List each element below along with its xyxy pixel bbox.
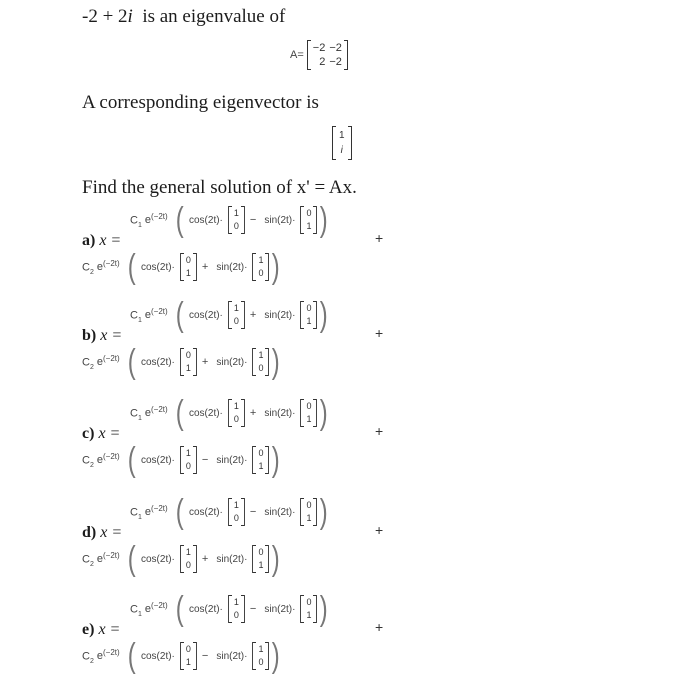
constant: C (82, 356, 90, 369)
operator: − (201, 650, 209, 662)
open-paren: ( (127, 248, 136, 286)
solution-term-1 (130, 201, 330, 239)
exp-power: (−2t) (102, 353, 120, 363)
close-paren: ) (272, 343, 281, 381)
vector-entry: 0 (185, 461, 191, 471)
coefficient (82, 259, 120, 276)
eigenvector-entry: i (340, 145, 343, 156)
eigenvalue-statement (82, 6, 285, 28)
operator: + (201, 261, 209, 273)
coefficient (130, 601, 168, 618)
vector-entry: 0 (306, 208, 312, 218)
vector-entry: 0 (185, 350, 191, 360)
sin-term: sin(2t)· (216, 261, 248, 273)
vector-entry: 1 (185, 268, 191, 278)
solution-term-2 (82, 343, 282, 381)
exp-base: e (144, 214, 151, 227)
open-paren: ( (127, 441, 136, 479)
vector-entry: 1 (185, 363, 191, 373)
open-paren: ( (127, 343, 136, 381)
solution-term-1 (130, 590, 330, 628)
vector-entry: 1 (233, 597, 239, 607)
cos-term: cos(2t)· (140, 261, 175, 273)
open-paren: ( (175, 493, 184, 531)
operator: − (249, 603, 257, 615)
exp-power: (−2t) (150, 600, 168, 610)
option-label (82, 524, 122, 542)
eigenvector (332, 126, 352, 165)
vector-entry: 1 (306, 221, 312, 231)
exp-power: (−2t) (150, 306, 168, 316)
exp-base: e (144, 309, 151, 322)
exp-base: e (144, 603, 151, 616)
exp-power: (−2t) (150, 211, 168, 221)
open-paren: ( (175, 201, 184, 239)
vector-entry: 0 (306, 303, 312, 313)
vector-entry: 0 (306, 597, 312, 607)
exp-power: (−2t) (102, 647, 120, 657)
vector-entry: 1 (258, 560, 264, 570)
option-letter: a) (82, 232, 96, 249)
vector-entry: 1 (306, 414, 312, 424)
solution-term-1 (130, 394, 330, 432)
operator: − (201, 454, 209, 466)
constant-subscript: 2 (89, 363, 94, 371)
constant-subscript: 1 (137, 610, 142, 618)
option-label (82, 621, 120, 639)
basis-vector (300, 498, 317, 526)
exp-base: e (96, 650, 103, 663)
sin-term: sin(2t)· (216, 650, 248, 662)
close-paren: ) (272, 540, 281, 578)
exp-base: e (96, 261, 103, 274)
vector-entry: 0 (185, 644, 191, 654)
vector-entry: 1 (258, 461, 264, 471)
option-letter: b) (82, 327, 97, 344)
option-label (82, 232, 121, 250)
coefficient (82, 551, 120, 568)
sin-term: sin(2t)· (264, 309, 296, 321)
matrix-label: A= (290, 49, 304, 61)
vector-entry: 0 (306, 500, 312, 510)
trailing-plus: + (375, 423, 384, 439)
basis-vector (300, 595, 317, 623)
constant: C (130, 214, 138, 227)
solution-term-1 (130, 296, 330, 334)
vector-entry: 0 (258, 363, 264, 373)
close-paren: ) (320, 493, 329, 531)
solution-term-2 (82, 540, 282, 578)
constant-subscript: 1 (137, 316, 142, 324)
coefficient (130, 504, 168, 521)
exp-power: (−2t) (102, 258, 120, 268)
constant-subscript: 2 (89, 657, 94, 665)
close-paren: ) (272, 441, 281, 479)
solution-term-2 (82, 637, 282, 675)
constant-subscript: 2 (89, 560, 94, 568)
eigenvalue-imag-unit: i (127, 6, 133, 27)
option-label (82, 327, 122, 345)
vector-entry: 0 (258, 657, 264, 667)
coefficient (82, 452, 120, 469)
cos-term: cos(2t)· (140, 650, 175, 662)
operator: + (249, 407, 257, 419)
vector-entry: 1 (185, 657, 191, 667)
exp-base: e (96, 553, 103, 566)
matrix-cell: −2 (312, 42, 326, 54)
vector-entry: 0 (233, 610, 239, 620)
constant: C (82, 553, 90, 566)
close-paren: ) (272, 248, 281, 286)
trailing-plus: + (375, 325, 384, 341)
cos-term: cos(2t)· (188, 407, 223, 419)
constant-subscript: 2 (89, 268, 94, 276)
trailing-plus: + (375, 522, 384, 538)
option-label (82, 425, 120, 443)
sin-term: sin(2t)· (264, 407, 296, 419)
close-paren: ) (320, 394, 329, 432)
cos-term: cos(2t)· (140, 454, 175, 466)
cos-term: cos(2t)· (188, 506, 223, 518)
sin-term: sin(2t)· (264, 603, 296, 615)
sin-term: sin(2t)· (264, 506, 296, 518)
vector-entry: 1 (306, 513, 312, 523)
vector-entry: 0 (233, 221, 239, 231)
eigenvalue-text: is an eigenvalue of (142, 6, 286, 27)
basis-vector (228, 301, 245, 329)
vector-entry: 0 (258, 268, 264, 278)
vector-entry: 1 (258, 350, 264, 360)
vector-entry: 0 (306, 401, 312, 411)
basis-vector (252, 253, 269, 281)
vector-entry: 1 (233, 208, 239, 218)
constant-subscript: 2 (89, 461, 94, 469)
basis-vector (180, 253, 197, 281)
constant-subscript: 1 (137, 221, 142, 229)
close-paren: ) (320, 296, 329, 334)
trailing-plus: + (375, 619, 384, 635)
eigenvector-bracket (332, 126, 352, 160)
vector-entry: 1 (185, 448, 191, 458)
vector-entry: 0 (233, 513, 239, 523)
x-equals: x = (98, 425, 121, 442)
exp-power: (−2t) (102, 550, 120, 560)
open-paren: ( (175, 394, 184, 432)
close-paren: ) (320, 201, 329, 239)
vector-entry: 0 (233, 414, 239, 424)
basis-vector (252, 642, 269, 670)
vector-entry: 0 (258, 547, 264, 557)
basis-vector (180, 348, 197, 376)
instruction: Find the general solution of x' = Ax. (82, 177, 357, 198)
option-letter: e) (82, 621, 95, 638)
vector-entry: 0 (185, 560, 191, 570)
close-paren: ) (320, 590, 329, 628)
sin-term: sin(2t)· (264, 214, 296, 226)
exp-power: (−2t) (150, 404, 168, 414)
cos-term: cos(2t)· (188, 309, 223, 321)
solution-term-1 (130, 493, 330, 531)
sin-term: sin(2t)· (216, 454, 248, 466)
matrix-cell: −2 (329, 56, 342, 68)
basis-vector (228, 595, 245, 623)
constant: C (130, 506, 138, 519)
open-paren: ( (127, 540, 136, 578)
coefficient (82, 648, 120, 665)
constant: C (82, 454, 90, 467)
basis-vector (180, 545, 197, 573)
basis-vector (228, 206, 245, 234)
eigenvalue-number: -2 + 2 (82, 6, 128, 27)
x-equals: x = (98, 621, 121, 638)
exp-base: e (96, 454, 103, 467)
sin-term: sin(2t)· (216, 356, 248, 368)
operator: + (249, 309, 257, 321)
vector-entry: 0 (233, 316, 239, 326)
operator: − (249, 214, 257, 226)
x-equals: x = (100, 327, 123, 344)
matrix-cell: 2 (319, 56, 326, 68)
exp-base: e (144, 506, 151, 519)
constant: C (130, 309, 138, 322)
basis-vector (300, 301, 317, 329)
matrix-a (290, 40, 348, 70)
constant: C (82, 261, 90, 274)
close-paren: ) (272, 637, 281, 675)
cos-term: cos(2t)· (188, 603, 223, 615)
operator: − (249, 506, 257, 518)
coefficient (130, 405, 168, 422)
exp-power: (−2t) (150, 503, 168, 513)
basis-vector (300, 399, 317, 427)
basis-vector (180, 446, 197, 474)
matrix-cell: −2 (329, 42, 342, 54)
cos-term: cos(2t)· (140, 553, 175, 565)
x-equals: x = (100, 524, 123, 541)
operator: + (201, 356, 209, 368)
constant: C (130, 407, 138, 420)
exp-power: (−2t) (102, 451, 120, 461)
open-paren: ( (175, 296, 184, 334)
eigenvector-statement: A corresponding eigenvector is (82, 92, 319, 113)
constant-subscript: 1 (137, 414, 142, 422)
solution-term-2 (82, 441, 282, 479)
basis-vector (252, 545, 269, 573)
vector-entry: 0 (185, 255, 191, 265)
basis-vector (252, 446, 269, 474)
basis-vector (180, 642, 197, 670)
constant: C (82, 650, 90, 663)
trailing-plus: + (375, 230, 384, 246)
coefficient (130, 307, 168, 324)
vector-entry: 1 (233, 401, 239, 411)
constant-subscript: 1 (137, 513, 142, 521)
vector-entry: 1 (233, 500, 239, 510)
vector-entry: 0 (258, 448, 264, 458)
exp-base: e (144, 407, 151, 420)
option-letter: c) (82, 425, 95, 442)
basis-vector (300, 206, 317, 234)
basis-vector (252, 348, 269, 376)
open-paren: ( (127, 637, 136, 675)
matrix-bracket (307, 40, 348, 70)
vector-entry: 1 (233, 303, 239, 313)
solution-term-2 (82, 248, 282, 286)
basis-vector (228, 399, 245, 427)
x-equals: x = (99, 232, 122, 249)
vector-entry: 1 (258, 644, 264, 654)
cos-term: cos(2t)· (188, 214, 223, 226)
cos-term: cos(2t)· (140, 356, 175, 368)
coefficient (130, 212, 168, 229)
operator: + (201, 553, 209, 565)
constant: C (130, 603, 138, 616)
basis-vector (228, 498, 245, 526)
vector-entry: 1 (306, 610, 312, 620)
vector-entry: 1 (185, 547, 191, 557)
vector-entry: 1 (258, 255, 264, 265)
sin-term: sin(2t)· (216, 553, 248, 565)
vector-entry: 1 (306, 316, 312, 326)
eigenvector-entry: 1 (339, 130, 345, 141)
coefficient (82, 354, 120, 371)
exp-base: e (96, 356, 103, 369)
option-letter: d) (82, 524, 97, 541)
open-paren: ( (175, 590, 184, 628)
